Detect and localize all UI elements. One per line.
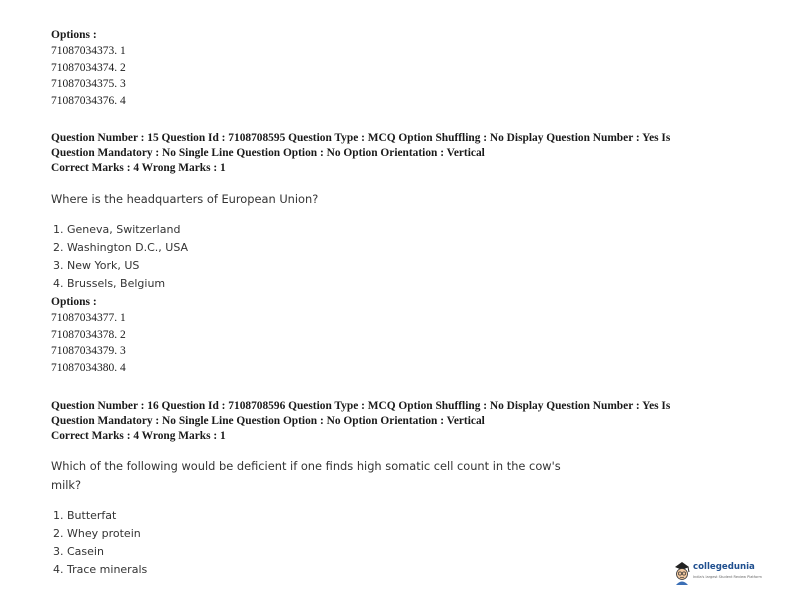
option-id-line: 71087034378. 2 bbox=[51, 328, 126, 341]
options-heading: Options : bbox=[51, 29, 97, 41]
answer-choice: 1. Geneva, Switzerland bbox=[53, 223, 181, 236]
answer-choice: 2. Whey protein bbox=[53, 527, 141, 540]
answer-choice: 4. Brussels, Belgium bbox=[53, 277, 166, 290]
question-16-meta bbox=[51, 399, 751, 444]
option-id-line: 71087034374. 2 bbox=[51, 61, 126, 74]
question-15-text bbox=[51, 190, 751, 209]
answer-choice: 3. New York, US bbox=[53, 259, 140, 272]
question-16-text bbox=[51, 457, 751, 495]
question-meta-line: Question Mandatory : No Single Line Question Option : No Option Orientation : Vertical bbox=[51, 415, 485, 427]
answer-choice: 2. Washington D.C., USA bbox=[53, 241, 189, 254]
question-15-choices bbox=[51, 221, 751, 293]
question-meta-line: Question Number : 15 Question Id : 7108708595 Question Type : MCQ Option Shuffling : No Display Question Number : Yes Is bbox=[51, 132, 671, 144]
question-text: Where is the headquarters of European Union? bbox=[51, 192, 319, 206]
question-meta-line: Question Mandatory : No Single Line Question Option : No Option Orientation : Vertical bbox=[51, 147, 485, 159]
question-marks-line: Correct Marks : 4 Wrong Marks : 1 bbox=[51, 430, 226, 442]
question-16-choices bbox=[51, 507, 751, 579]
mascot-icon bbox=[672, 561, 692, 585]
question-15-options bbox=[51, 294, 751, 377]
options-block-previous bbox=[51, 27, 751, 110]
option-id-line: 71087034375. 3 bbox=[51, 78, 126, 91]
option-id-line: 71087034379. 3 bbox=[51, 345, 126, 358]
question-meta-line: Question Number : 16 Question Id : 7108708596 Question Type : MCQ Option Shuffling : No Display Question Number : Yes Is bbox=[51, 400, 671, 412]
question-text: milk? bbox=[51, 478, 82, 492]
options-heading: Options : bbox=[51, 296, 97, 308]
logo-name: collegedunia bbox=[693, 562, 755, 572]
question-marks-line: Correct Marks : 4 Wrong Marks : 1 bbox=[51, 162, 226, 174]
question-text: Which of the following would be deficient if one finds high somatic cell count in the cow's bbox=[51, 459, 561, 473]
option-id-line: 71087034377. 1 bbox=[51, 312, 126, 324]
option-id-line: 71087034380. 4 bbox=[51, 362, 126, 375]
answer-choice: 3. Casein bbox=[53, 545, 104, 558]
answer-choice: 1. Butterfat bbox=[53, 509, 117, 522]
option-id-line: 71087034376. 4 bbox=[51, 95, 126, 108]
answer-choice: 4. Trace minerals bbox=[53, 563, 148, 576]
logo-tagline: India's largest Student Review Platform bbox=[693, 575, 762, 579]
question-15-meta bbox=[51, 131, 751, 176]
option-id-line: 71087034373. 1 bbox=[51, 45, 126, 57]
collegedunia-logo bbox=[672, 561, 762, 587]
